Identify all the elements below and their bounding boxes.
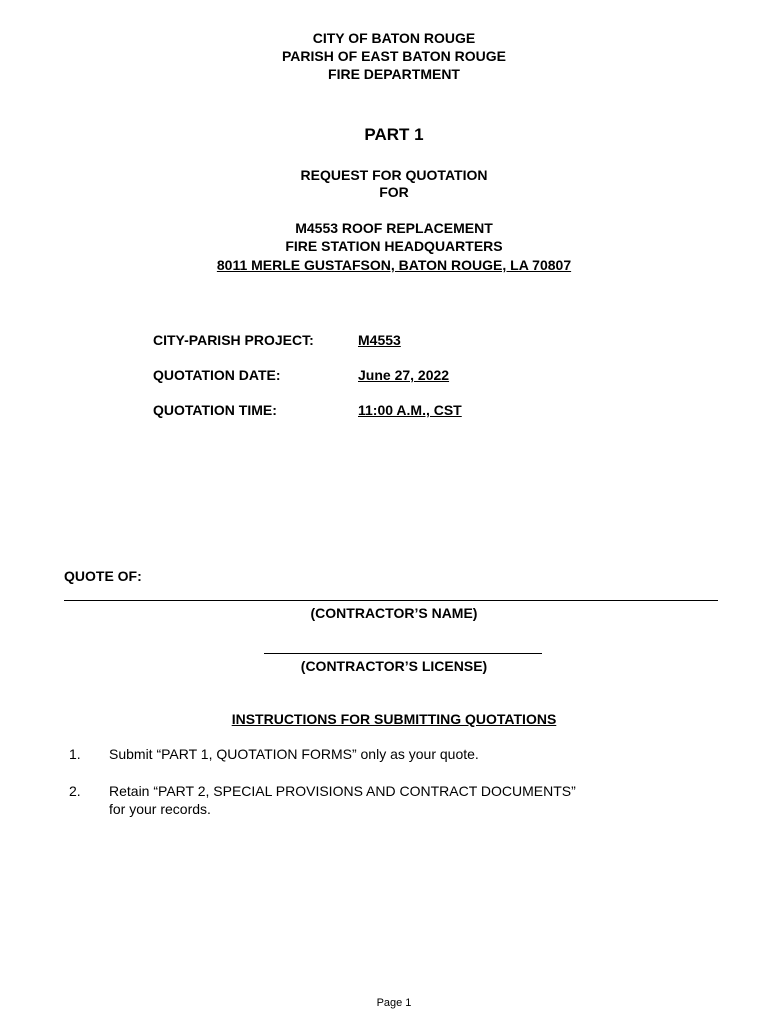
- instructions-title: [0, 710, 770, 728]
- project-address-text: 8011 MERLE GUSTAFSON, BATON ROUGE, LA 70807: [216, 257, 572, 273]
- project-title: M4553 ROOF REPLACEMENT: [295, 220, 493, 236]
- header-parish: PARISH OF EAST BATON ROUGE: [281, 48, 506, 64]
- instructions-title-text: INSTRUCTIONS FOR SUBMITTING QUOTATIONS: [231, 711, 557, 727]
- quotation-time-value: 11:00 A.M., CST: [358, 402, 462, 418]
- quote-of-label: QUOTE OF:: [64, 568, 142, 584]
- instruction-number: 1.: [69, 746, 81, 762]
- header-city: CITY OF BATON ROUGE: [312, 30, 476, 46]
- project-number-value: M4553: [358, 332, 401, 348]
- part-title: PART 1: [364, 125, 424, 144]
- project-number-label: CITY-PARISH PROJECT:: [153, 332, 314, 348]
- quotation-date-label: QUOTATION DATE:: [153, 367, 281, 383]
- project-location: FIRE STATION HEADQUARTERS: [285, 238, 503, 254]
- header-department: FIRE DEPARTMENT: [328, 66, 460, 82]
- request-for: FOR: [379, 184, 409, 200]
- request-line: REQUEST FOR QUOTATION: [300, 167, 488, 183]
- instruction-number: 2.: [69, 783, 81, 799]
- quotation-time-label: QUOTATION TIME:: [153, 402, 277, 418]
- contractor-name-line[interactable]: [64, 600, 718, 601]
- project-address: [0, 256, 770, 274]
- instruction-text-continued: for your records.: [109, 801, 211, 817]
- page-number: Page 1: [376, 997, 412, 1009]
- contractor-name-label: (CONTRACTOR’S NAME): [310, 605, 478, 621]
- instruction-text: Submit “PART 1, QUOTATION FORMS” only as your quote.: [109, 746, 479, 762]
- quotation-date-value: June 27, 2022: [358, 367, 450, 383]
- instruction-text: Retain “PART 2, SPECIAL PROVISIONS AND CONTRACT DOCUMENTS”: [109, 783, 576, 799]
- contractor-license-line[interactable]: [264, 653, 542, 654]
- contractor-license-label: (CONTRACTOR’S LICENSE): [300, 658, 488, 674]
